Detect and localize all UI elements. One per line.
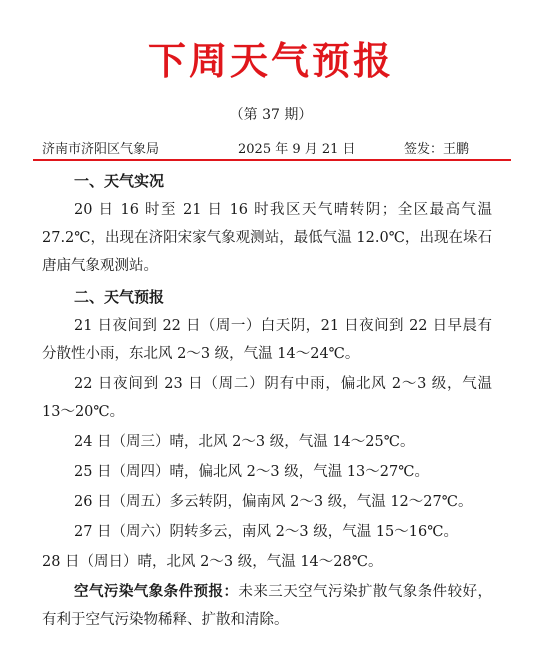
actual-weather-paragraph: 20 日 16 时至 21 日 16 时我区天气晴转阴；全区最高气温 27.2℃，出现在济阳宋家气象观测站，最低气温 12.0℃，出现在垛石唐庙气象观测站。 (42, 202, 492, 274)
forecast-paragraph: 21 日夜间到 22 日（周一）白天阴，21 日夜间到 22 日早晨有分散性小雨，东北风 2～3 级，气温 14～24℃。 (42, 318, 492, 362)
page-title: 下周天气预报 (147, 38, 394, 83)
air-pollution-label: 空气污染气象条件预报： (74, 584, 239, 600)
forecast-paragraph: 27 日（周六）阴转多云，南风 2～3 级，气温 15～16℃。 (74, 524, 458, 540)
forecast-paragraph: 25 日（周四）晴，偏北风 2～3 级，气温 13～27℃。 (74, 464, 429, 480)
red-divider (33, 159, 511, 161)
forecast-paragraph: 22 日夜间到 23 日（周二）阴有中雨，偏北风 2～3 级，气温 13～20℃。 (42, 376, 492, 420)
forecast-paragraph: 28 日（周日）晴，北风 2～3 级，气温 14～28℃。 (42, 554, 383, 570)
signer: 签发：王鹏 (404, 142, 470, 157)
air-pollution-paragraph (42, 578, 492, 634)
air-pollution-text: 未来三天空气污染扩散气象条件较好，有利于空气污染物稀释、扩散和清除。 (42, 584, 493, 628)
issue-date: 2025 年 9 月 21 日 (238, 142, 356, 157)
issue-number: （第 37 期） (229, 107, 313, 123)
section-heading-forecast: 二、天气预报 (74, 288, 165, 306)
issuing-organization: 济南市济阳区气象局 (42, 142, 160, 157)
forecast-paragraph: 24 日（周三）晴，北风 2～3 级，气温 14～25℃。 (74, 434, 415, 450)
forecast-paragraph: 26 日（周五）多云转阴，偏南风 2～3 级，气温 12～27℃。 (74, 494, 473, 510)
section-heading-actual: 一、天气实况 (74, 172, 165, 190)
document-body (42, 166, 492, 636)
